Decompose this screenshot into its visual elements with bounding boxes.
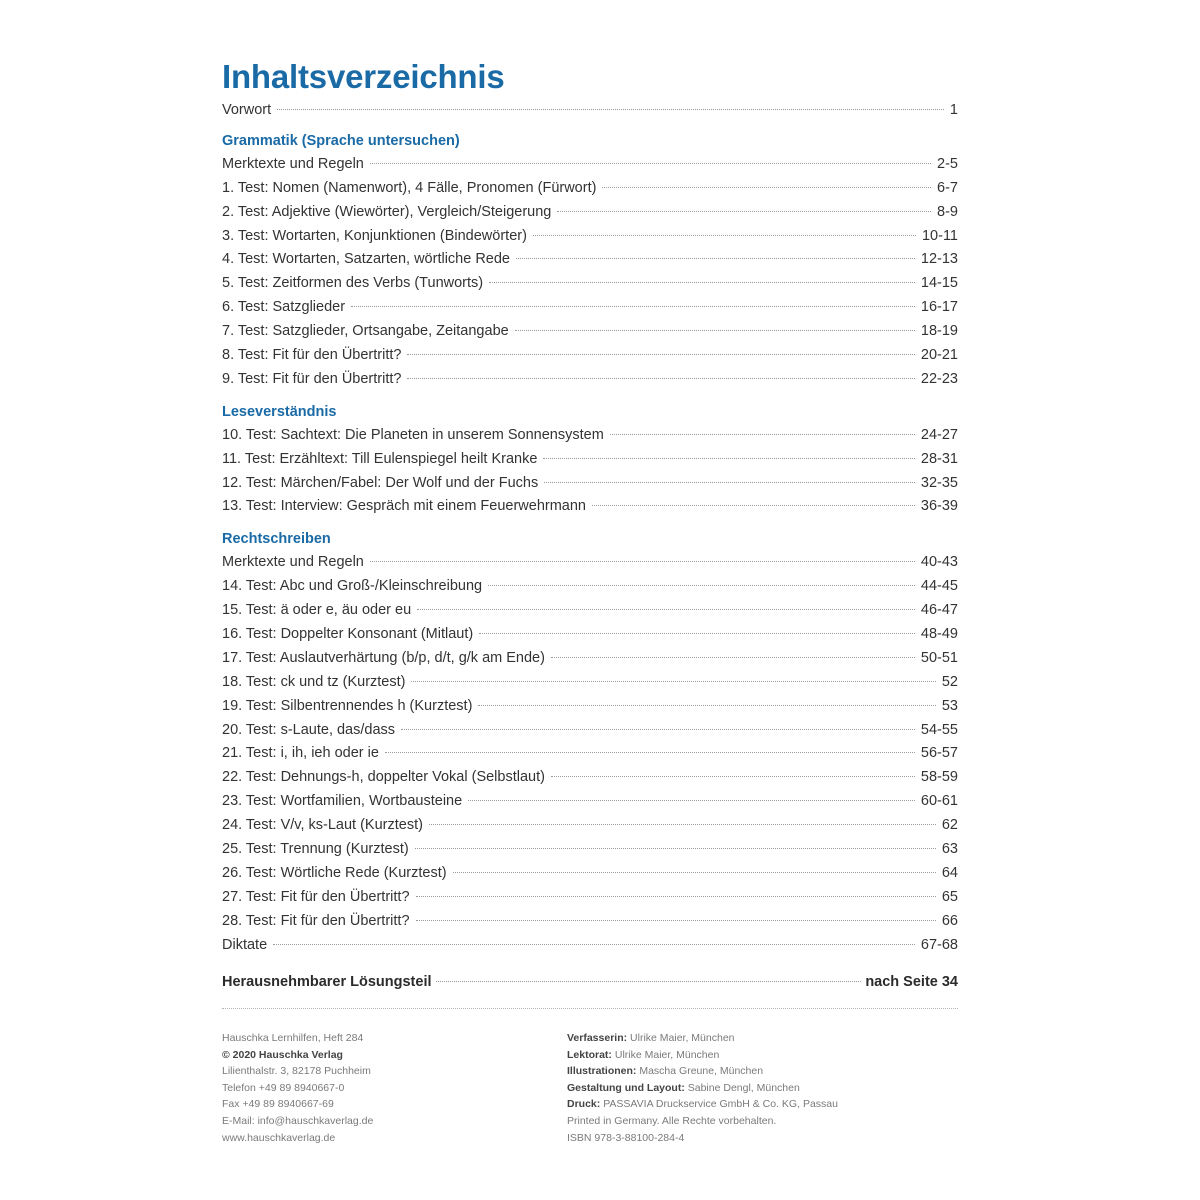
toc-entry-page: 64 [941,864,958,881]
toc-entry[interactable] [222,153,958,177]
dot-leader [351,306,915,307]
toc-entry[interactable] [222,424,958,448]
toc-entry-label: 20. Test: s-Laute, das/dass [222,721,396,738]
dot-leader [370,561,915,562]
dot-leader [407,354,914,355]
dot-leader [370,163,931,164]
dot-leader [544,482,915,483]
dot-leader [488,585,915,586]
credit-line [567,1063,958,1080]
toc-entry-label: Merktexte und Regeln [222,554,364,571]
toc-entry[interactable] [222,910,958,934]
toc-entry-label: 27. Test: Fit für den Übertritt? [222,888,410,905]
toc-sections [222,123,958,958]
toc-entry-page: 52 [941,673,958,690]
toc-entry-label: 28. Test: Fit für den Übertritt? [222,912,410,929]
toc-entry[interactable] [222,344,958,368]
credit-line [567,1096,958,1113]
toc-entry[interactable] [222,814,958,838]
credit-line [567,1030,958,1047]
toc-entry-label: 17. Test: Auslautverhärtung (b/p, d/t, g/k am Ende) [222,649,545,666]
dot-leader [551,657,915,658]
toc-entry[interactable] [222,934,958,958]
toc-entry[interactable] [222,551,958,575]
toc-entry-label: 26. Test: Wörtliche Rede (Kurztest) [222,864,447,881]
dot-leader [592,505,915,506]
toc-entry-page: 66 [941,912,958,929]
dot-leader [478,705,935,706]
imprint-credits [567,1030,958,1146]
toc-entry-label: 8. Test: Fit für den Übertritt? [222,347,402,364]
dot-leader [468,800,915,801]
toc-entry[interactable] [222,296,958,320]
dot-leader [415,848,936,849]
toc-entry[interactable] [222,695,958,719]
dot-leader [602,187,931,188]
toc-entry-page: 60-61 [920,793,958,810]
toc-entry[interactable] [222,599,958,623]
credit-value: PASSAVIA Druckservice GmbH & Co. KG, Passau [603,1098,838,1111]
credit-line [567,1080,958,1097]
toc-entry-label: 1. Test: Nomen (Namenwort), 4 Fälle, Pronomen (Fürwort) [222,179,597,196]
toc-entry-label: 15. Test: ä oder e, äu oder eu [222,602,412,619]
toc-entry-label: 6. Test: Satzglieder [222,299,346,316]
credit-value: Printed in Germany. Alle Rechte vorbehalten. [567,1114,777,1127]
toc-entry[interactable] [222,647,958,671]
toc-entry-page: 44-45 [920,578,958,595]
imprint-line: Hauschka Lernhilfen, Heft 284 [222,1032,364,1044]
toc-entry[interactable] [222,838,958,862]
imprint-line: Fax +49 89 8940667-69 [222,1098,334,1111]
toc-entry[interactable] [222,719,958,743]
toc-entry-page: nach Seite 34 [865,973,958,990]
toc-entry[interactable] [222,225,958,249]
dot-leader [610,434,915,435]
toc-entry-vorwort[interactable] [222,99,958,123]
toc-entry-page: 54-55 [920,721,958,738]
toc-entry-label: 14. Test: Abc und Groß-/Kleinschreibung [222,578,483,595]
credit-value: Sabine Dengl, München [687,1081,800,1094]
toc-entry[interactable] [222,177,958,201]
credit-value: Mascha Greune, München [639,1065,764,1078]
credit-line [567,1047,958,1064]
toc-entry-label: Herausnehmbarer Lösungsteil [222,973,432,990]
toc-entry-page: 40-43 [920,554,958,571]
section-spacer [222,519,958,527]
toc-entry[interactable] [222,448,958,472]
toc-entry-page: 50-51 [920,649,958,666]
credit-value: ISBN 978-3-88100-284-4 [567,1131,685,1144]
dot-leader [385,752,915,753]
dot-leader [416,896,936,897]
toc-entry-label: 7. Test: Satzglieder, Ortsangabe, Zeitangabe [222,323,509,340]
toc-entry[interactable] [222,201,958,225]
toc-entry-label: 21. Test: i, ih, ieh oder ie [222,745,379,762]
toc-entry-page: 14-15 [920,275,958,292]
toc-entry-page: 8-9 [937,203,958,220]
credit-key: Illustrationen: [567,1065,637,1078]
imprint-line: Lilienthalstr. 3, 82178 Puchheim [222,1065,371,1078]
toc-entry-page: 18-19 [920,323,958,340]
toc-entry-label: 25. Test: Trennung (Kurztest) [222,841,409,858]
dot-leader [411,681,935,682]
dot-leader [273,944,915,945]
toc-entry[interactable] [222,575,958,599]
toc-entry-label: 18. Test: ck und tz (Kurztest) [222,673,406,690]
toc-entry-page: 28-31 [920,450,958,467]
dot-leader [417,609,915,610]
toc-entry-page: 20-21 [920,347,958,364]
toc-entry-label: 2. Test: Adjektive (Wiewörter), Vergleich/Steigerung [222,203,552,220]
toc-entry-label: 11. Test: Erzähltext: Till Eulenspiegel heilt Kranke [222,450,538,467]
toc-entry-label: 12. Test: Märchen/Fabel: Der Wolf und der Fuchs [222,474,539,491]
credit-line [567,1130,958,1147]
toc-entry-label: 10. Test: Sachtext: Die Planeten in unserem Sonnensystem [222,426,604,443]
toc-entry[interactable] [222,248,958,272]
imprint-line: Telefon +49 89 8940667-0 [222,1081,345,1094]
dot-leader [429,824,936,825]
credit-key: Druck: [567,1098,601,1111]
section-heading: Rechtschreiben [222,531,331,548]
toc-entry-page: 58-59 [920,769,958,786]
dot-leader [277,109,944,110]
toc-entry-page: 16-17 [920,299,958,316]
toc-entry-label: Diktate [222,936,268,953]
dot-leader [436,981,862,982]
imprint [222,1030,958,1146]
toc-entry[interactable] [222,368,958,392]
toc-entry[interactable] [222,671,958,695]
toc-entry-page: 67-68 [920,936,958,953]
toc-entry-page: 1 [949,102,958,118]
toc-entry-label: 13. Test: Interview: Gespräch mit einem Feuerwehrmann [222,498,587,515]
section-heading: Leseverständnis [222,403,337,420]
toc-entry[interactable] [222,862,958,886]
toc-entry-label: 4. Test: Wortarten, Satzarten, wörtliche Rede [222,251,510,268]
toc-entry-label: 9. Test: Fit für den Übertritt? [222,370,402,387]
toc-entry-page: 24-27 [920,426,958,443]
dot-leader [515,330,915,331]
credit-value: Ulrike Maier, München [630,1032,735,1044]
toc-entry-page: 22-23 [920,370,958,387]
toc-entry-label: 5. Test: Zeitformen des Verbs (Tunworts) [222,275,484,292]
toc-entry[interactable] [222,472,958,496]
dot-leader [557,211,931,212]
dot-leader [543,458,914,459]
dot-leader [416,920,936,921]
credit-key: Lektorat: [567,1048,612,1061]
toc-entry[interactable] [222,495,958,519]
toc-entry[interactable] [222,742,958,766]
toc-entry-label: 24. Test: V/v, ks-Laut (Kurztest) [222,817,423,834]
dot-leader [489,282,915,283]
dot-leader [516,258,915,259]
imprint-line: © 2020 Hauschka Verlag [222,1048,343,1061]
dot-leader [407,378,914,379]
toc-entry-page: 56-57 [920,745,958,762]
toc-entry-page: 36-39 [920,498,958,515]
toc-page [222,55,958,1009]
toc-entry-page: 65 [941,888,958,905]
imprint-publisher [222,1030,567,1146]
imprint-line[interactable]: www.hauschkaverlag.de [222,1131,336,1144]
credit-value: Ulrike Maier, München [614,1048,720,1061]
toc-entry[interactable] [222,790,958,814]
credit-key: Verfasserin: [567,1032,628,1044]
toc-entry-label: 19. Test: Silbentrennendes h (Kurztest) [222,697,473,714]
toc-entry-page: 32-35 [920,474,958,491]
toc-entry-page: 46-47 [920,602,958,619]
toc-entry-page: 63 [941,841,958,858]
dot-leader [533,235,916,236]
credit-key: Gestaltung und Layout: [567,1081,685,1094]
toc-entry-page: 10-11 [921,227,958,244]
toc-entry-label: 22. Test: Dehnungs-h, doppelter Vokal (Selbstlaut) [222,769,545,786]
section-heading: Grammatik (Sprache untersuchen) [222,132,460,149]
page-title: Inhaltsverzeichnis [222,58,505,95]
toc-entry-label: 16. Test: Doppelter Konsonant (Mitlaut) [222,626,474,643]
imprint-line[interactable]: E-Mail: info@hauschkaverlag.de [222,1114,374,1127]
toc-entry[interactable] [222,320,958,344]
toc-entry-page: 2-5 [937,155,958,172]
toc-entry-page: 62 [941,817,958,834]
toc-entry-label: 3. Test: Wortarten, Konjunktionen (Bindewörter) [222,227,527,244]
toc-entry[interactable] [222,272,958,296]
dot-leader [401,729,915,730]
toc-entry-label: Merktexte und Regeln [222,155,364,172]
toc-entry-page: 12-13 [920,251,958,268]
dot-leader [453,872,936,873]
toc-entry[interactable] [222,766,958,790]
toc-entry-page: 6-7 [937,179,958,196]
toc-entry-page: 48-49 [920,626,958,643]
toc-entry-page: 53 [941,697,958,714]
toc-entry[interactable] [222,623,958,647]
credit-line [567,1113,958,1130]
toc-entry-loesungsteil[interactable] [222,970,958,994]
separator [222,1008,958,1009]
toc-entry-label: 23. Test: Wortfamilien, Wortbausteine [222,793,463,810]
dot-leader [551,776,915,777]
toc-entry[interactable] [222,886,958,910]
toc-entry-label: Vorwort [222,102,272,118]
section-spacer [222,392,958,400]
dot-leader [479,633,915,634]
